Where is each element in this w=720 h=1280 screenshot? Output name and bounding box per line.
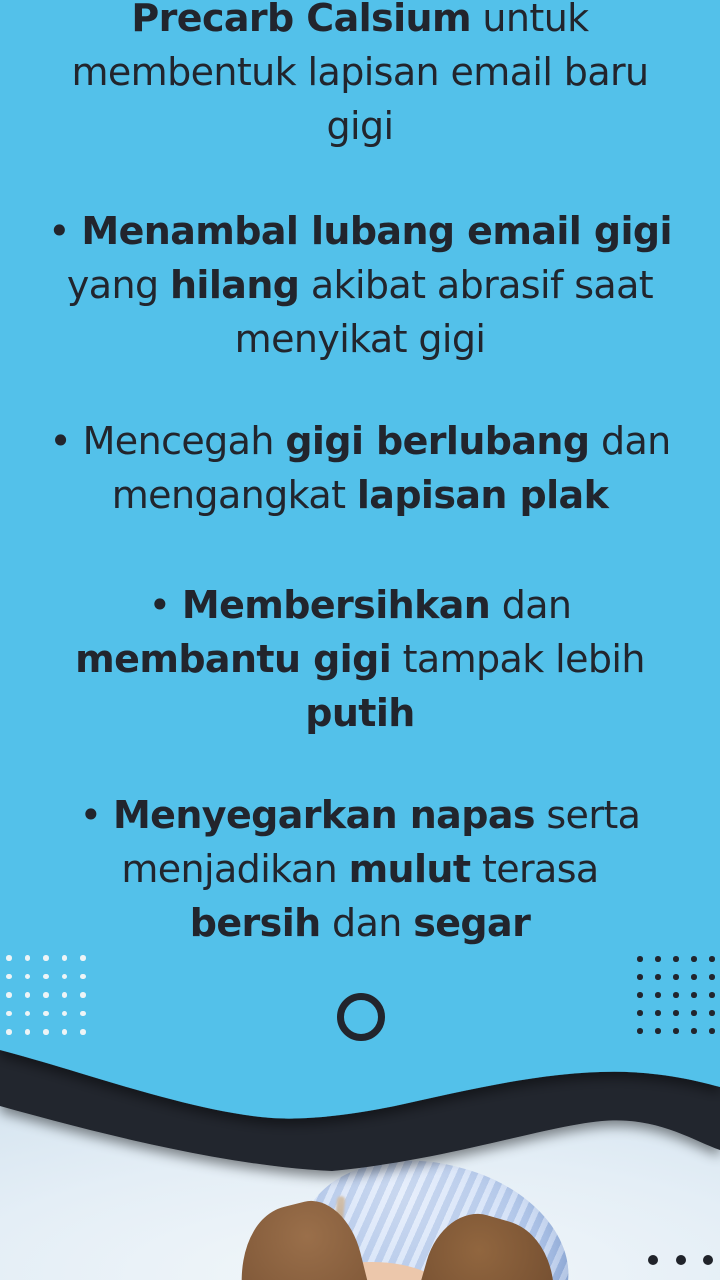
dot xyxy=(709,1010,715,1016)
dot xyxy=(673,1010,679,1016)
dot xyxy=(43,992,49,998)
benefit-paragraph: • Mencegah gigi berlubang dan mengangkat lapisan plak xyxy=(49,419,671,517)
dot xyxy=(6,1011,12,1017)
dot xyxy=(691,992,697,998)
dot xyxy=(673,992,679,998)
dot xyxy=(655,956,661,962)
dot xyxy=(691,974,697,980)
dot xyxy=(62,1029,68,1035)
dot xyxy=(25,955,31,961)
dot xyxy=(6,1029,12,1035)
dot-grid-right xyxy=(637,956,715,1034)
dot xyxy=(703,1255,713,1265)
benefit-paragraph: Precarb Calsium untuk membentuk lapisan email baru gigi xyxy=(71,0,649,148)
dot xyxy=(691,1010,697,1016)
dot xyxy=(6,992,12,998)
dot xyxy=(637,1010,643,1016)
dot xyxy=(80,955,86,961)
dot xyxy=(637,974,643,980)
dot xyxy=(43,1011,49,1017)
dot xyxy=(25,1011,31,1017)
dot xyxy=(62,1011,68,1017)
dot xyxy=(655,1028,661,1034)
dot xyxy=(637,1028,643,1034)
dot xyxy=(80,974,86,980)
dot xyxy=(43,1029,49,1035)
dot xyxy=(6,955,12,961)
dot xyxy=(43,974,49,980)
dot xyxy=(80,992,86,998)
dot xyxy=(62,955,68,961)
dot xyxy=(637,956,643,962)
dot xyxy=(655,1010,661,1016)
dot xyxy=(709,956,715,962)
dot xyxy=(25,974,31,980)
dot xyxy=(709,974,715,980)
dot xyxy=(673,974,679,980)
dot xyxy=(43,955,49,961)
dot xyxy=(25,992,31,998)
dot xyxy=(62,992,68,998)
dot xyxy=(655,992,661,998)
benefit-paragraph: • Menambal lubang email gigi yang hilang akibat abrasif saat menyikat gigi xyxy=(48,209,672,361)
dot xyxy=(655,974,661,980)
dot xyxy=(637,992,643,998)
dot xyxy=(676,1255,686,1265)
dot-row-bottom-right xyxy=(648,1255,713,1265)
dot xyxy=(80,1029,86,1035)
dot xyxy=(25,1029,31,1035)
benefit-paragraph: • Membersihkan dan membantu gigi tampak lebih putih xyxy=(75,583,645,735)
dot xyxy=(691,1028,697,1034)
benefit-paragraph: • Menyegarkan napas serta menjadikan mulut terasa bersih dan segar xyxy=(79,793,641,945)
dot xyxy=(673,1028,679,1034)
dot xyxy=(80,1011,86,1017)
dot xyxy=(709,1028,715,1034)
dot xyxy=(691,956,697,962)
dot xyxy=(709,992,715,998)
circle-outline-icon xyxy=(337,993,385,1041)
dot xyxy=(673,956,679,962)
dot xyxy=(648,1255,658,1265)
dot xyxy=(6,974,12,980)
dot-grid-left xyxy=(6,955,86,1035)
dot xyxy=(62,974,68,980)
